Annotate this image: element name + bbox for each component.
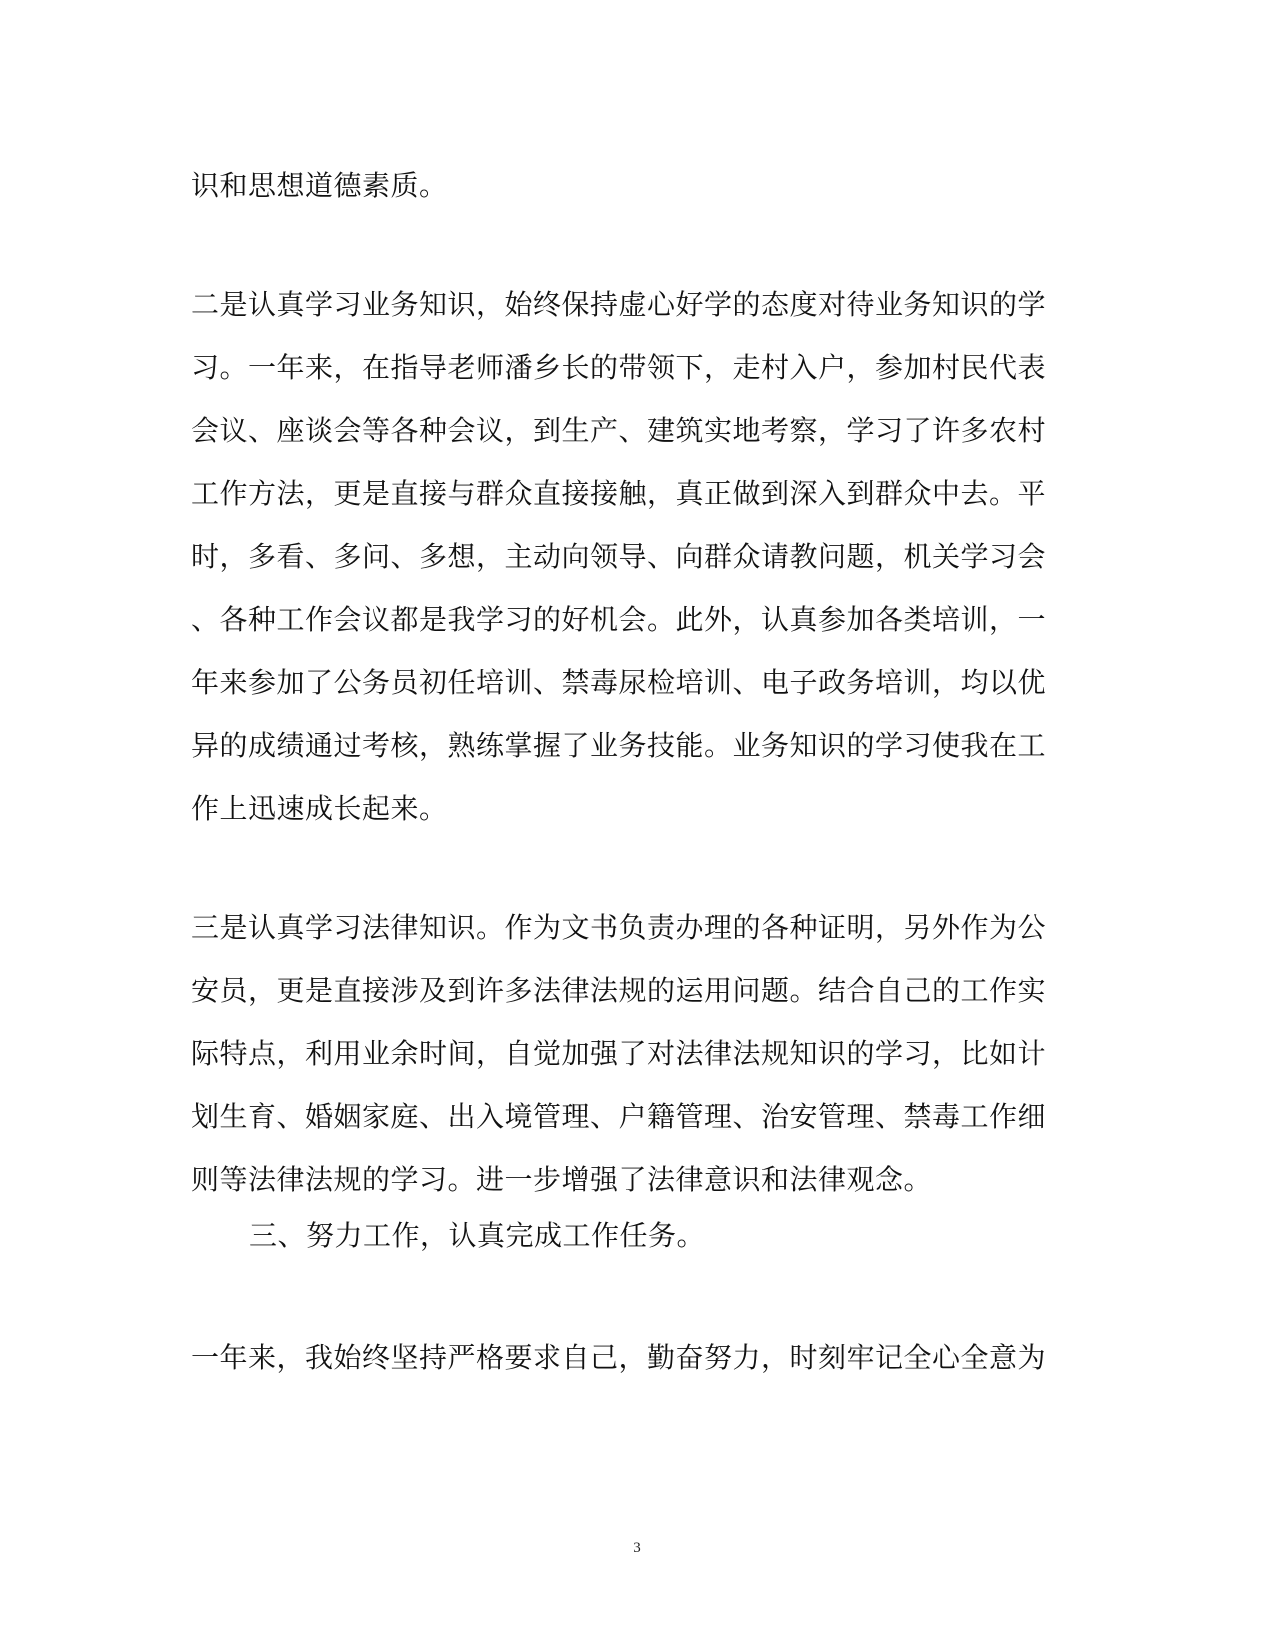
paragraph-line: 一年来，我始终坚持严格要求自己，勤奋努力，时刻牢记全心全意为: [191, 1341, 1047, 1374]
paragraph-line: 异的成绩通过考核，熟练掌握了业务技能。业务知识的学习使我在工: [191, 729, 1047, 762]
paragraph-line: 时，多看、多问、多想，主动向领导、向群众请教问题，机关学习会: [191, 540, 1047, 573]
paragraph-line: 作上迅速成长起来。: [191, 792, 448, 825]
paragraph-line: 会议、座谈会等各种会议，到生产、建筑实地考察，学习了许多农村: [191, 414, 1047, 447]
page-number: 3: [633, 1540, 641, 1556]
paragraph-line: 、各种工作会议都是我学习的好机会。此外，认真参加各类培训，一: [191, 603, 1047, 636]
section-heading: 三、努力工作，认真完成工作任务。: [249, 1219, 706, 1252]
paragraph-line: 年来参加了公务员初任培训、禁毒尿检培训、电子政务培训，均以优: [191, 666, 1047, 699]
paragraph-line: 二是认真学习业务知识，始终保持虚心好学的态度对待业务知识的学: [191, 288, 1047, 321]
paragraph-line: 三是认真学习法律知识。作为文书负责办理的各种证明，另外作为公: [191, 911, 1047, 944]
paragraph-line: 工作方法，更是直接与群众直接接触，真正做到深入到群众中去。平: [191, 477, 1047, 510]
paragraph-line: 划生育、婚姻家庭、出入境管理、户籍管理、治安管理、禁毒工作细: [191, 1100, 1047, 1133]
paragraph-line: 习。一年来，在指导老师潘乡长的带领下，走村入户，参加村民代表: [191, 351, 1047, 384]
paragraph-line: 安员，更是直接涉及到许多法律法规的运用问题。结合自己的工作实: [191, 974, 1047, 1007]
paragraph-line: 识和思想道德素质。: [191, 169, 448, 202]
paragraph-line: 则等法律法规的学习。进一步增强了法律意识和法律观念。: [191, 1163, 933, 1196]
paragraph-line: 际特点，利用业余时间，自觉加强了对法律法规知识的学习，比如计: [191, 1037, 1047, 1070]
